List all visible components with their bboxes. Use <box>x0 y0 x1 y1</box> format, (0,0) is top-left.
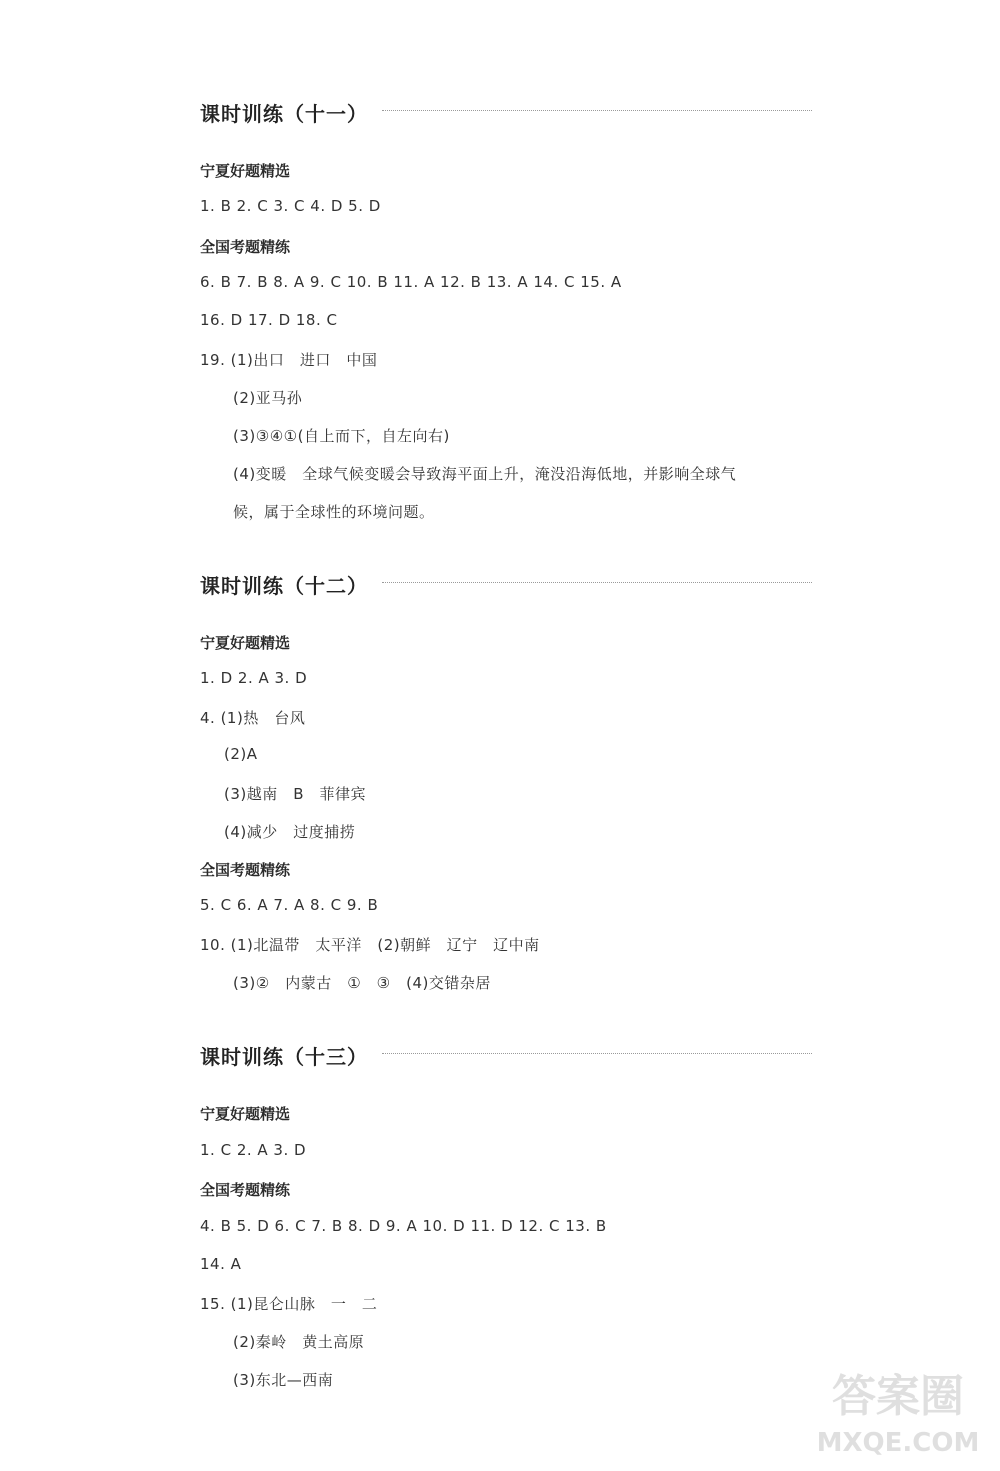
answer-line: 4. B 5. D 6. C 7. B 8. D 9. A 10. D 11. D 12. C 13. B <box>200 1217 607 1235</box>
subheading-ningxia: 宁夏好题精选 <box>200 162 291 180</box>
answer-line: 14. A <box>200 1255 242 1273</box>
subheading-national: 全国考题精练 <box>200 238 291 256</box>
answer-line: (3)东北—西南 <box>233 1371 334 1389</box>
answer-line: 1. B 2. C 3. C 4. D 5. D <box>200 197 381 215</box>
answer-line: 4. (1)热 台风 <box>200 709 306 727</box>
section-header-11 <box>200 98 812 127</box>
dotted-rule <box>382 110 812 111</box>
answer-line: (2)A <box>224 745 258 763</box>
section-title: 课时训练（十一） <box>200 102 368 126</box>
subheading-ningxia: 宁夏好题精选 <box>200 634 291 652</box>
section-title: 课时训练（十二） <box>200 574 368 598</box>
section-title: 课时训练（十三） <box>200 1045 368 1069</box>
watermark-top-text: 答案圈 <box>832 1371 964 1422</box>
section-header-12 <box>200 570 812 599</box>
subheading-national: 全国考题精练 <box>200 1181 291 1199</box>
answer-line: (4)变暖 全球气候变暖会导致海平面上升，淹没沿海低地，并影响全球气 <box>233 465 737 483</box>
answer-line: 5. C 6. A 7. A 8. C 9. B <box>200 896 379 914</box>
subheading-ningxia: 宁夏好题精选 <box>200 1105 291 1123</box>
answer-line: 16. D 17. D 18. C <box>200 311 338 329</box>
answer-line: (3)③④①(自上而下，自左向右) <box>233 427 450 445</box>
watermark-logo <box>808 1353 988 1463</box>
answer-line: 候，属于全球性的环境问题。 <box>233 503 435 521</box>
answer-line: 19. (1)出口 进口 中国 <box>200 351 378 369</box>
answer-line: (3)② 内蒙古 ① ③ (4)交错杂居 <box>233 974 491 992</box>
answer-line: (3)越南 B 菲律宾 <box>224 785 367 803</box>
answer-line: (2)秦岭 黄土高原 <box>233 1333 365 1351</box>
subheading-national: 全国考题精练 <box>200 861 291 879</box>
dotted-rule <box>382 1053 812 1054</box>
section-header-13 <box>200 1041 812 1070</box>
watermark-bottom-text: MXQE.COM <box>816 1428 980 1458</box>
answer-line: 15. (1)昆仑山脉 一 二 <box>200 1295 378 1313</box>
answer-line: (2)亚马孙 <box>233 389 303 407</box>
dotted-rule <box>382 582 812 583</box>
answer-line: (4)减少 过度捕捞 <box>224 823 356 841</box>
answer-line: 6. B 7. B 8. A 9. C 10. B 11. A 12. B 13. A 14. C 15. A <box>200 273 622 291</box>
answer-line: 1. C 2. A 3. D <box>200 1141 307 1159</box>
answer-line: 10. (1)北温带 太平洋 (2)朝鲜 辽宁 辽中南 <box>200 936 540 954</box>
answer-line: 1. D 2. A 3. D <box>200 669 308 687</box>
